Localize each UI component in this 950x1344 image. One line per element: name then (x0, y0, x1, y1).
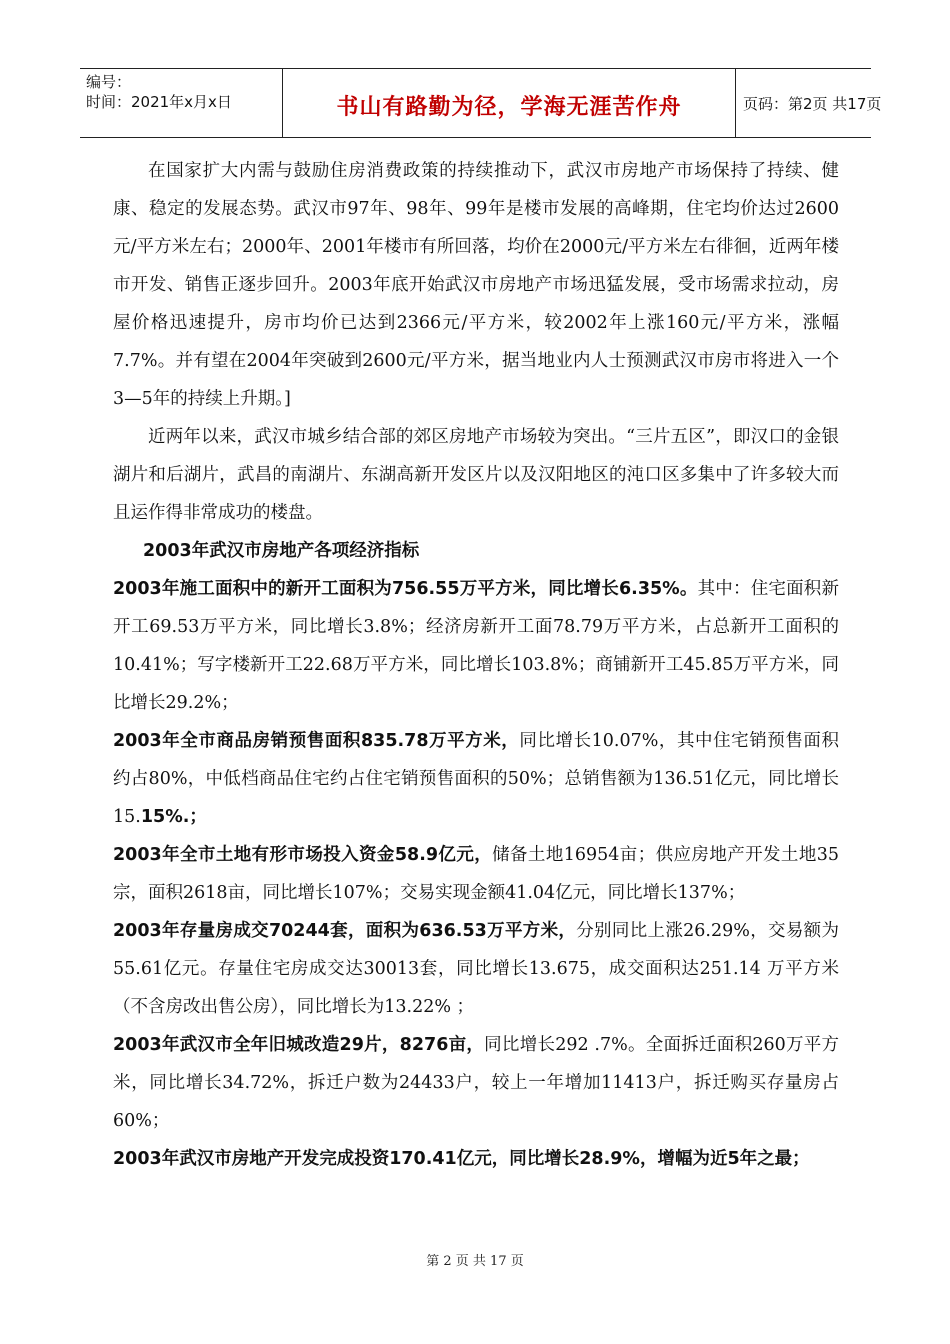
indicator-urban-renewal-bold: 2003年武汉市全年旧城改造29片，8276亩， (113, 1035, 485, 1055)
indicator-existing-housing-bold: 2003年存量房成交70244套，面积为636.53万平方米， (113, 921, 577, 941)
page-info: 页码：第2页 共17页 (743, 95, 882, 113)
time-label: 时间：2021年x月x日 (86, 93, 232, 111)
indicator-land-market (113, 836, 839, 912)
indicator-sales-area-text: 同比增长10.07%，其中住宅销预售面积 约占80%，中低档商品住宅约占住宅销预售面积的50%；总销售额为136.51亿元，同比增长15. (113, 731, 839, 827)
indicator-land-market-bold: 2003年全市土地有形市场投入资金58.9亿元， (113, 845, 493, 865)
paragraph-suburban-market: 近两年以来，武汉市城乡结合部的郊区房地产市场较为突出。“三片五区”，即汉口的金银湖片和后湖片，武昌的南湖片、东湖高新开发区片以及汉阳地区的沌口区多集中了许多较大而且运作得非常成功的楼盘。 (113, 427, 839, 523)
header-info-cell (80, 69, 282, 137)
indicator-existing-housing-text: 分别同比上涨26.29%，交易额为55.61亿元。存量住宅房成交达30013套，同比增长13.675，成交面积达251.14 万平方米（不含房改出售公房），同比增长为13.22% ； (113, 921, 839, 1017)
code-label: 编号： (86, 73, 132, 91)
document-body (113, 152, 839, 1178)
indicator-sales-area-tail: 15%.； (140, 807, 207, 827)
indicator-new-construction-text: 其中：住宅面积新开工69.53万平方米，同比增长3.8%；经济房新开工面78.79万平方米，占总新开工面积的10.41%；写字楼新开工22.68万平方米，同比增长103.8%；商铺新开工45.85万平方米，同比增长29.2%； (113, 579, 839, 713)
section-title: 2003年武汉市房地产各项经济指标 (143, 541, 420, 561)
indicator-sales-area (113, 722, 839, 836)
indicator-sales-area-bold: 2003年全市商品房销预售面积835.78万平方米， (113, 731, 520, 751)
page-header (80, 68, 882, 138)
paragraph-market-overview: 在国家扩大内需与鼓励住房消费政策的持续推动下，武汉市房地产市场保持了持续、健康、稳定的发展态势。武汉市97年、98年、99年是楼市发展的高峰期，住宅均价达过2600元/平方米左右；2000年、2001年楼市有所回落，均价在2000元/平方米左右徘徊，近两年楼市开发、销售正逐步回升。2003年底开始武汉市房地产市场迅猛发展，受市场需求拉动，房屋价格迅速提升，房市均价已达到2366元/平方米，较2002年上涨160元/平方米，涨幅7.7%。并有望在2004年突破到2600元/平方米，据当地业内人士预测武汉市房市将进入一个3—5年的持续上升期。] (113, 161, 839, 409)
indicator-new-construction (113, 570, 839, 722)
indicator-investment-bold: 2003年武汉市房地产开发完成投资170.41亿元，同比增长28.9%，增幅为近5年之最； (113, 1149, 810, 1169)
indicator-new-construction-bold: 2003年施工面积中的新开工面积为756.55万平方米，同比增长6.35%。 (113, 579, 698, 599)
page-footer: 第 2 页 共 17 页 (426, 1254, 524, 1269)
header-page-cell (735, 69, 882, 137)
indicator-land-market-text: 储备土地16954亩；供应房地产开发土地35宗，面积2618亩，同比增长107%；交易实现金额41.04亿元，同比增长137%； (113, 845, 839, 903)
indicator-existing-housing (113, 912, 839, 1026)
header-motto-cell (282, 69, 736, 137)
motto-text: 书山有路勤为径，学海无涯苦作舟 (336, 95, 682, 120)
indicator-investment (113, 1140, 839, 1178)
indicator-urban-renewal-text: 同比增长292 .7%。全面拆迁面积260万平方米，同比增长34.72%，拆迁户数为24433户，较上一年增加11413户，拆迁购买存量房占60%； (113, 1035, 839, 1131)
indicator-urban-renewal (113, 1026, 839, 1140)
